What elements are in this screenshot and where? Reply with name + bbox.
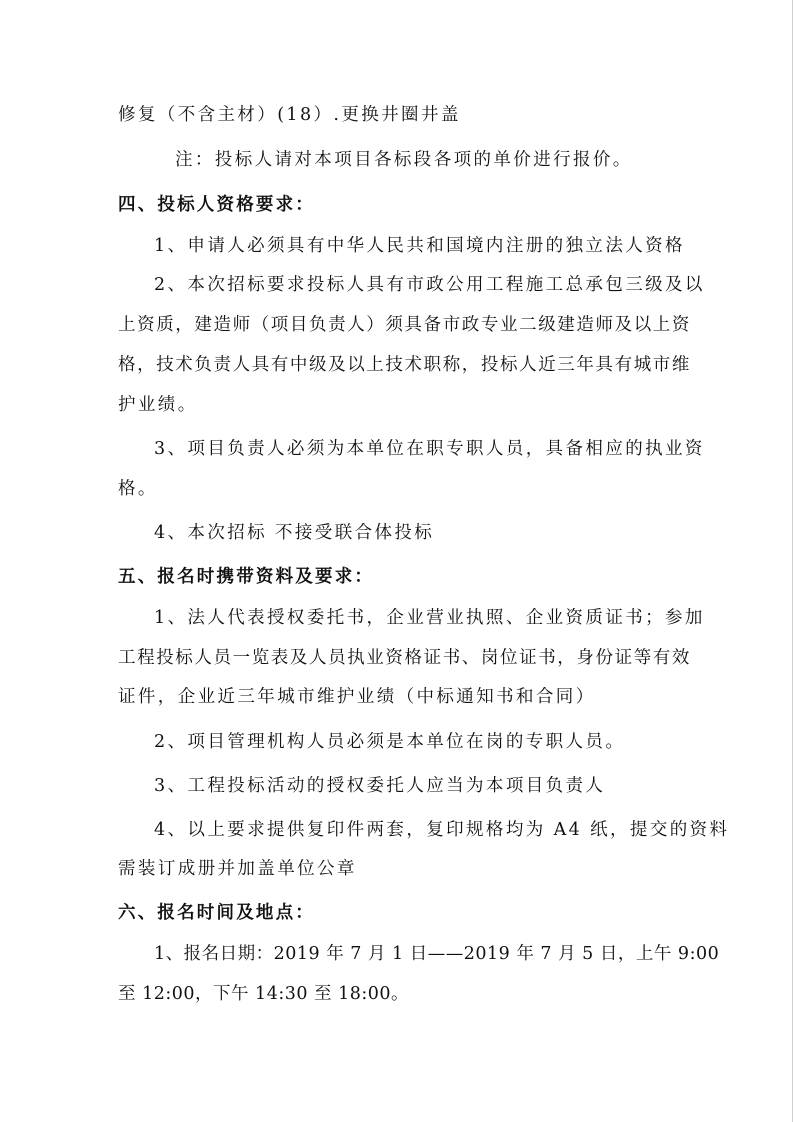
paragraph-line: 格。 bbox=[118, 479, 158, 499]
paragraph-line: 4、以上要求提供复印件两套，复印规格均为 A4 纸，提交的资料 bbox=[154, 820, 730, 840]
paragraph-line: 3、项目负责人必须为本单位在职专职人员，具备相应的执业资 bbox=[154, 439, 705, 459]
paragraph-line: 2、项目管理机构人员必须是本单位在岗的专职人员。 bbox=[154, 732, 626, 752]
paragraph-line: 3、工程投标活动的授权委托人应当为本项目负责人 bbox=[154, 776, 606, 796]
paragraph-line: 1、申请人必须具有中华人民共和国境内注册的独立法人资格 bbox=[154, 236, 685, 256]
paragraph-line: 需装订成册并加盖单位公章 bbox=[118, 859, 357, 879]
section-heading-registration-documents: 五、报名时携带资料及要求： bbox=[118, 567, 375, 587]
section-heading-bidder-qualifications: 四、投标人资格要求： bbox=[118, 195, 315, 215]
paragraph-line: 修复（不含主材）(18）.更换井圈井盖 bbox=[118, 105, 461, 125]
paragraph-line: 上资质，建造师（项目负责人）须具备市政专业二级建造师及以上资 bbox=[118, 315, 691, 335]
paragraph-line: 证件，企业近三年城市维护业绩（中标通知书和合同） bbox=[118, 687, 596, 707]
paragraph-line: 1、报名日期：2019 年 7 月 1 日——2019 年 7 月 5 日，上午 9:00 bbox=[154, 944, 720, 964]
paragraph-line: 护业绩。 bbox=[118, 395, 198, 415]
paragraph-line: 1、法人代表授权委托书，企业营业执照、企业资质证书；参加 bbox=[154, 608, 705, 628]
paragraph-line: 2、本次招标要求投标人具有市政公用工程施工总承包三级及以 bbox=[154, 275, 705, 295]
paragraph-line: 至 12:00，下午 14:30 至 18:00。 bbox=[118, 984, 410, 1004]
paragraph-line: 4、本次招标 不接受联合体投标 bbox=[154, 523, 435, 543]
section-heading-registration-time-place: 六、报名时间及地点： bbox=[118, 903, 315, 923]
note-line: 注：投标人请对本项目各标段各项的单价进行报价。 bbox=[175, 150, 633, 170]
paragraph-line: 格，技术负责人具有中级及以上技术职称，投标人近三年具有城市维 bbox=[118, 355, 691, 375]
paragraph-line: 工程投标人员一览表及人员执业资格证书、岗位证书，身份证等有效 bbox=[118, 648, 691, 668]
